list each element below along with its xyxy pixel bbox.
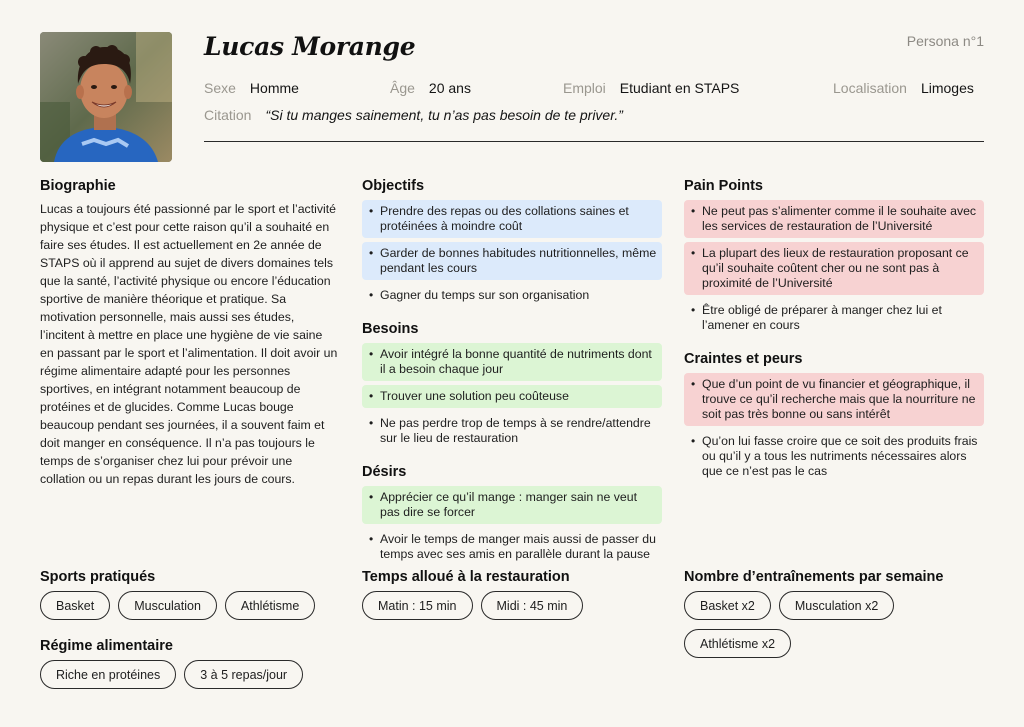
field-label: Emploi bbox=[563, 80, 606, 96]
section-title: Biographie bbox=[40, 178, 116, 194]
list-item: • Garder de bonnes habitudes nutritionnelles, même pendant les cours bbox=[362, 242, 662, 280]
field-label: Localisation bbox=[833, 80, 907, 96]
list-item: • Que d’un point de vu financier et géographique, il trouve ce qu’il recherche mais que la nourriture ne soit pas très bonne ou sans intérêt bbox=[684, 373, 984, 426]
entrainements-section bbox=[684, 569, 984, 658]
field-value: 20 ans bbox=[428, 80, 471, 96]
list-item: • Avoir le temps de manger mais aussi de passer du temps avec ses amis en parallèle durant la pause bbox=[362, 528, 662, 566]
tag-musculation-x2: Musculation x2 bbox=[779, 591, 894, 620]
section-title: Craintes et peurs bbox=[684, 351, 803, 367]
temps-tags bbox=[362, 591, 662, 620]
field-localisation bbox=[833, 80, 974, 96]
section-title: Désirs bbox=[362, 464, 407, 480]
tag-midi: Midi : 45 min bbox=[481, 591, 584, 620]
persona-name: Lucas Morange bbox=[204, 32, 416, 61]
column-goals bbox=[362, 178, 662, 580]
regime-section bbox=[40, 638, 340, 689]
list-item: • Apprécier ce qu’il mange : manger sain ne veut pas dire se forcer bbox=[362, 486, 662, 524]
desirs-list bbox=[362, 486, 662, 566]
regime-tags bbox=[40, 660, 340, 689]
column-pains bbox=[684, 178, 984, 497]
list-item: • Trouver une solution peu coûteuse bbox=[362, 385, 662, 408]
list-item: • Gagner du temps sur son organisation bbox=[362, 284, 662, 307]
field-value: Homme bbox=[249, 80, 299, 96]
field-sexe bbox=[204, 80, 299, 96]
biography-text: Lucas a toujours été passionné par le sport et l’activité physique et c’est pour cette raison qu’il a souhaité en faire ses études. Il est actuellement en 2e année de STAPS où il apprend au sujet de divers domaines tels que la santé, l’activité physique ou encore l’éducation sportive de manière théorique et pratique. Sa motivation personnelle, mais aussi ses études, l’incitent à mettre en place une hygiène de vie saine en passant par le sport et l’alimentation. Il doit avoir un régime alimentaire adapté pour les personnes sportives, en intégrant notamment beaucoup de protéines et de glucides. Comme Lucas bouge beaucoup pendant ses journées, il a souvent faim et doit manger en conséquence. Il n’a pas toujours le temps de s’organiser chez lui pour prévoir une collation ou un repas durant les jours de cours. bbox=[40, 202, 338, 486]
list-item: • Être obligé de préparer à manger chez lui et l’amener en cours bbox=[684, 299, 984, 337]
persona-photo bbox=[40, 32, 172, 162]
field-label: Sexe bbox=[204, 80, 236, 96]
pain-points-list bbox=[684, 200, 984, 337]
portrait-illustration bbox=[40, 32, 172, 162]
section-title: Temps alloué à la restauration bbox=[362, 569, 570, 585]
biography-section bbox=[40, 178, 338, 488]
list-item: • Avoir intégré la bonne quantité de nutriments dont il a besoin chaque jour bbox=[362, 343, 662, 381]
list-item: • Ne peut pas s’alimenter comme il le souhaite avec les services de restauration de l’Université bbox=[684, 200, 984, 238]
craintes-list bbox=[684, 373, 984, 483]
persona-number: Persona n°1 bbox=[906, 33, 984, 49]
list-item: • La plupart des lieux de restauration proposant ce qu’il souhaite coûtent cher ou ne sont pas à proximité de l’Université bbox=[684, 242, 984, 295]
tag-basket: Basket bbox=[40, 591, 110, 620]
field-value: Etudiant en STAPS bbox=[619, 80, 740, 96]
tag-athletisme: Athlétisme bbox=[225, 591, 315, 620]
tag-musculation: Musculation bbox=[118, 591, 217, 620]
section-title: Pain Points bbox=[684, 178, 763, 194]
list-item: • Ne pas perdre trop de temps à se rendre/attendre sur le lieu de restauration bbox=[362, 412, 662, 450]
tag-basket-x2: Basket x2 bbox=[684, 591, 771, 620]
tag-matin: Matin : 15 min bbox=[362, 591, 473, 620]
field-label: Citation bbox=[204, 107, 252, 123]
citation-quote: “Si tu manges sainement, tu n’as pas besoin de te priver.” bbox=[265, 107, 623, 123]
section-title: Sports pratiqués bbox=[40, 569, 156, 585]
field-emploi bbox=[563, 80, 739, 96]
besoins-list bbox=[362, 343, 662, 450]
temps-section bbox=[362, 569, 662, 620]
field-value: Limoges bbox=[920, 80, 974, 96]
section-title: Objectifs bbox=[362, 178, 425, 194]
field-age bbox=[390, 80, 471, 96]
tag-athletisme-x2: Athlétisme x2 bbox=[684, 629, 791, 658]
objectifs-list bbox=[362, 200, 662, 307]
sports-tags bbox=[40, 591, 340, 620]
list-item: • Qu’on lui fasse croire que ce soit des produits frais ou qu’il y a tous les nutriments nécessaires alors que ce n’est pas le cas bbox=[684, 430, 984, 483]
tag-repas: 3 à 5 repas/jour bbox=[184, 660, 303, 689]
field-label: Âge bbox=[390, 80, 415, 96]
section-title: Nombre d’entraînements par semaine bbox=[684, 569, 944, 585]
sports-section bbox=[40, 569, 340, 620]
section-title: Besoins bbox=[362, 321, 419, 337]
section-title: Régime alimentaire bbox=[40, 638, 173, 654]
tag-proteines: Riche en protéines bbox=[40, 660, 176, 689]
entrainements-tags bbox=[684, 591, 924, 658]
list-item: • Prendre des repas ou des collations saines et protéinées à moindre coût bbox=[362, 200, 662, 238]
header-divider bbox=[204, 141, 984, 142]
field-citation bbox=[204, 107, 623, 123]
